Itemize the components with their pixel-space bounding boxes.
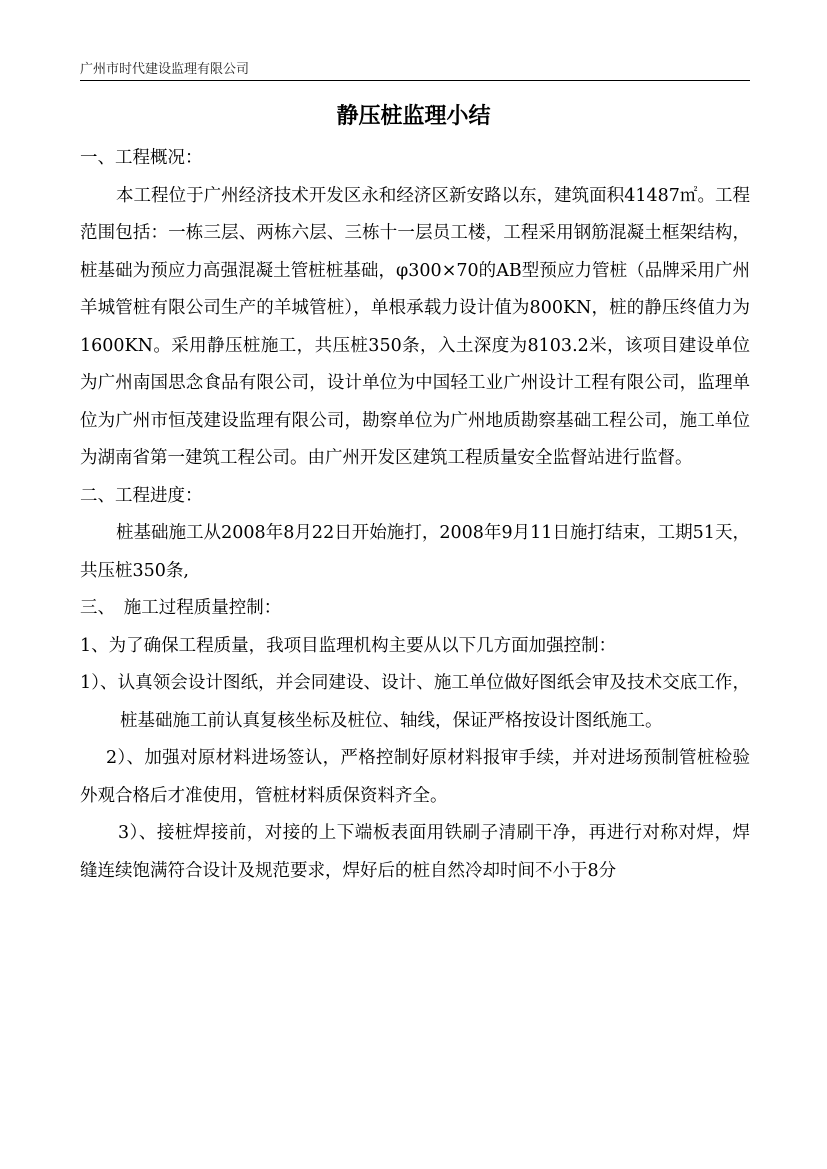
list-item: 2）、加强对原材料进场签认，严格控制好原材料报审手续，并对进场预制管桩检验外观合格后才准使用，管桩材料质保资料齐全。: [80, 748, 750, 806]
section-heading-overview: 一、工程概况：: [80, 148, 203, 168]
list-item: 1、为了确保工程质量，我项目监理机构主要从以下几方面加强控制：: [80, 635, 617, 656]
overview-paragraph: 本工程位于广州经济技术开发区永和经济区新安路以东，建筑面积41487㎡。工程范围包括：一栋三层、两栋六层、三栋十一层员工楼，工程采用钢筋混凝土框架结构，桩基础为预应力高强混凝土管桩桩基础，φ300×70的AB型预应力管桩（品牌采用广州羊城管桩有限公司生产的羊城管桩），单根承载力设计值为800KN，桩的静压终值力为1600KN。采用静压桩施工，共压桩350条，入土深度为8103.2米，该项目建设单位为广州南国思念食品有限公司，设计单位为中国轻工业广州设计工程有限公司，监理单位为广州市恒茂建设监理有限公司，勘察单位为广州地质勘察基础工程公司，施工单位为湖南省第一建筑工程公司。由广州开发区建筑工程质量安全监督站进行监督。: [80, 185, 750, 468]
list-item: 3）、接桩焊接前，对接的上下端板表面用铁刷子清刷干净，再进行对称对焊，焊缝连续饱满符合设计及规范要求，焊好后的桩自然冷却时间不小于8分: [80, 823, 750, 881]
section-heading-progress: 二、工程进度：: [80, 485, 203, 506]
list-item: 1）、认真领会设计图纸，并会同建设、设计、施工单位做好图纸会审及技术交底工作，桩基础施工前认真复核坐标及桩位、轴线，保证严格按设计图纸施工。: [80, 673, 750, 731]
progress-paragraph: 桩基础施工从2008年8月22日开始施打，2008年9月11日施打结束，工期51天，共压桩350条,: [80, 523, 750, 581]
document-body: [80, 140, 750, 890]
section-heading-quality: 三、 施工过程质量控制：: [80, 598, 282, 618]
document-title: 静压桩监理小结: [336, 103, 491, 129]
page-header: [80, 60, 750, 81]
company-name: 广州市时代建设监理有限公司: [80, 62, 250, 77]
